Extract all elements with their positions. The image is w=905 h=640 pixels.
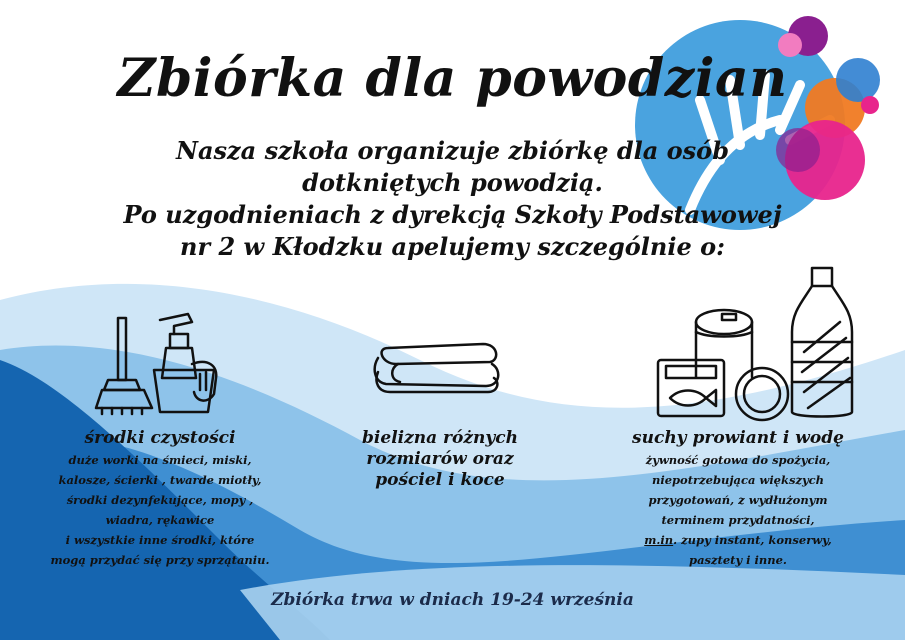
list-line: i wszystkie inne środki, które (65, 533, 255, 547)
intro-line: Nasza szkoła organizuje zbiórkę dla osób (176, 136, 729, 165)
cleaning-supplies-icon (88, 308, 238, 418)
food-water-title: suchy prowiant i wodę (632, 428, 844, 448)
list-line (598, 530, 878, 550)
list-line: terminem przydatności, (661, 513, 815, 527)
intro-line: dotkniętych powodzią. (302, 168, 603, 197)
intro-line: nr 2 w Kłodzku apelujemy szczególnie o: (180, 232, 725, 261)
linen-title-line: rozmiarów oraz (366, 449, 514, 469)
list-line: niepotrzebująca większych (651, 473, 825, 487)
list-line: żywność gotowa do spożycia, (645, 453, 831, 467)
canned-food-and-water-icon (652, 262, 872, 422)
list-line: kalosze, ścierki , twarde miotły, (58, 473, 262, 487)
folded-towel-icon (368, 338, 508, 398)
list-line: mogą przydać się przy sprzątaniu. (50, 553, 270, 567)
collection-dates: Zbiórka trwa w dniach 19-24 września (271, 590, 634, 610)
abbr-min: m.in (644, 533, 674, 547)
list-line: duże worki na śmieci, miski, (68, 453, 252, 467)
list-line-rest: . zupy instant, konserwy, (673, 533, 832, 547)
intro-line: Po uzgodnieniach z dyrekcją Szkoły Podstawowej (123, 200, 782, 229)
cleaning-supplies-list (20, 450, 300, 570)
cleaning-supplies-title: środki czystości (84, 428, 236, 448)
food-water-list (598, 450, 878, 570)
list-line: wiadra, rękawice (105, 513, 215, 527)
linen-title-line: bielizna różnych (362, 428, 518, 448)
linen-title-line: pościel i koce (375, 470, 505, 490)
list-line: pasztety i inne. (689, 553, 787, 567)
list-line: przygotowań, z wydłużonym (648, 493, 828, 507)
linen-title (320, 428, 560, 491)
list-line: środki dezynfekujące, mopy , (66, 493, 254, 507)
page-title: Zbiórka dla powodzian (117, 48, 788, 109)
intro-text (0, 135, 905, 263)
